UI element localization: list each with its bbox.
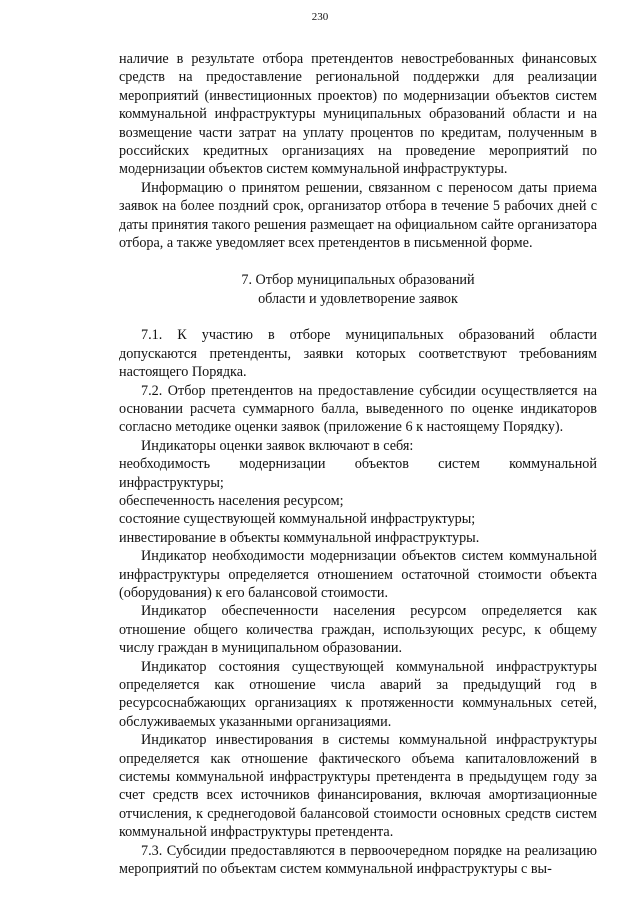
paragraph-7-1: 7.1. К участию в отборе муниципальных образований области допускаются претенденты, заявки которых соответствуют требованиям настоящего Порядка. — [119, 327, 597, 381]
section-heading-line-2: области и удовлетворение заявок — [258, 290, 458, 307]
list-item-state: состояние существующей коммунальной инфраструктуры; — [119, 511, 476, 528]
document-body — [119, 50, 597, 878]
list-item-provision: обеспеченность населения ресурсом; — [119, 492, 344, 509]
paragraph-indicators-intro: Индикаторы оценки заявок включают в себя: — [141, 437, 414, 454]
paragraph-indicator-modernization: Индикатор необходимости модернизации объектов систем коммунальной инфраструктуры определяется отношением остаточной стоимости объекта (оборудования) к его балансовой стоимости. — [119, 548, 597, 601]
list-item-investment: инвестирование в объекты коммунальной инфраструктуры. — [119, 529, 480, 546]
paragraph-7-2: 7.2. Отбор претендентов на предоставление субсидии осуществляется на основании расчета суммарного балла, выведенного по оценке индикаторов согласно методике оценки заявок (приложение 6 к настоящему Порядку). — [119, 382, 597, 436]
paragraph-indicator-investment: Индикатор инвестирования в системы коммунальной инфраструктуры определяется как отношение фактического объема капиталовложений в системы коммунальной инфраструктуры претендента в предыдущем году за счет средств всех источников финансирования, включая амортизационные отчисления, к среднегодовой балансовой стоимости основных средств систем коммунальной инфраструктуры претендента. — [119, 732, 597, 841]
paragraph-indicator-provision: Индикатор обеспеченности населения ресурсом определяется как отношение общего количества граждан, использующих ресурс, к общему числу граждан в муниципальном образовании. — [119, 603, 597, 657]
section-heading-line-1: 7. Отбор муниципальных образований — [241, 272, 475, 289]
paragraph-date-change-info: Информацию о принятом решении, связанном с переносом даты приема заявок на более поздний срок, организатор отбора в течение 5 рабочих дней с даты принятия такого решения размещает на официальном сайте организатора отбора, а также уведомляет всех претендентов в письменной форме. — [119, 179, 597, 252]
section-heading — [119, 271, 597, 308]
paragraph-7-3: 7.3. Субсидии предоставляются в первоочередном порядке на реализацию мероприятий по объектам систем коммунальной инфраструктуры с вы- — [119, 842, 597, 878]
list-item-modernization: необходимость модернизации объектов систем коммунальной инфраструктуры; — [119, 456, 597, 491]
paragraph-continuation: наличие в результате отбора претендентов невостребованных финансовых средств на предоставление региональной поддержки для реализации мероприятий (инвестиционных проектов) по модернизации объектов систем коммунальной инфраструктуры муниципальных образований области и на возмещение части затрат на уплату процентов по кредитам, полученным в российских кредитных организациях на проведение мероприятий по модернизации объектов систем коммунальной инфраструктуры. — [119, 51, 597, 178]
paragraph-indicator-state: Индикатор состояния существующей коммунальной инфраструктуры определяется как отношение числа аварий за предыдущий год в ресурсоснабжающих организациях к протяженности коммунальных сетей, обслуживаемых указанными организациями. — [119, 658, 597, 730]
page-number: 230 — [311, 11, 329, 23]
